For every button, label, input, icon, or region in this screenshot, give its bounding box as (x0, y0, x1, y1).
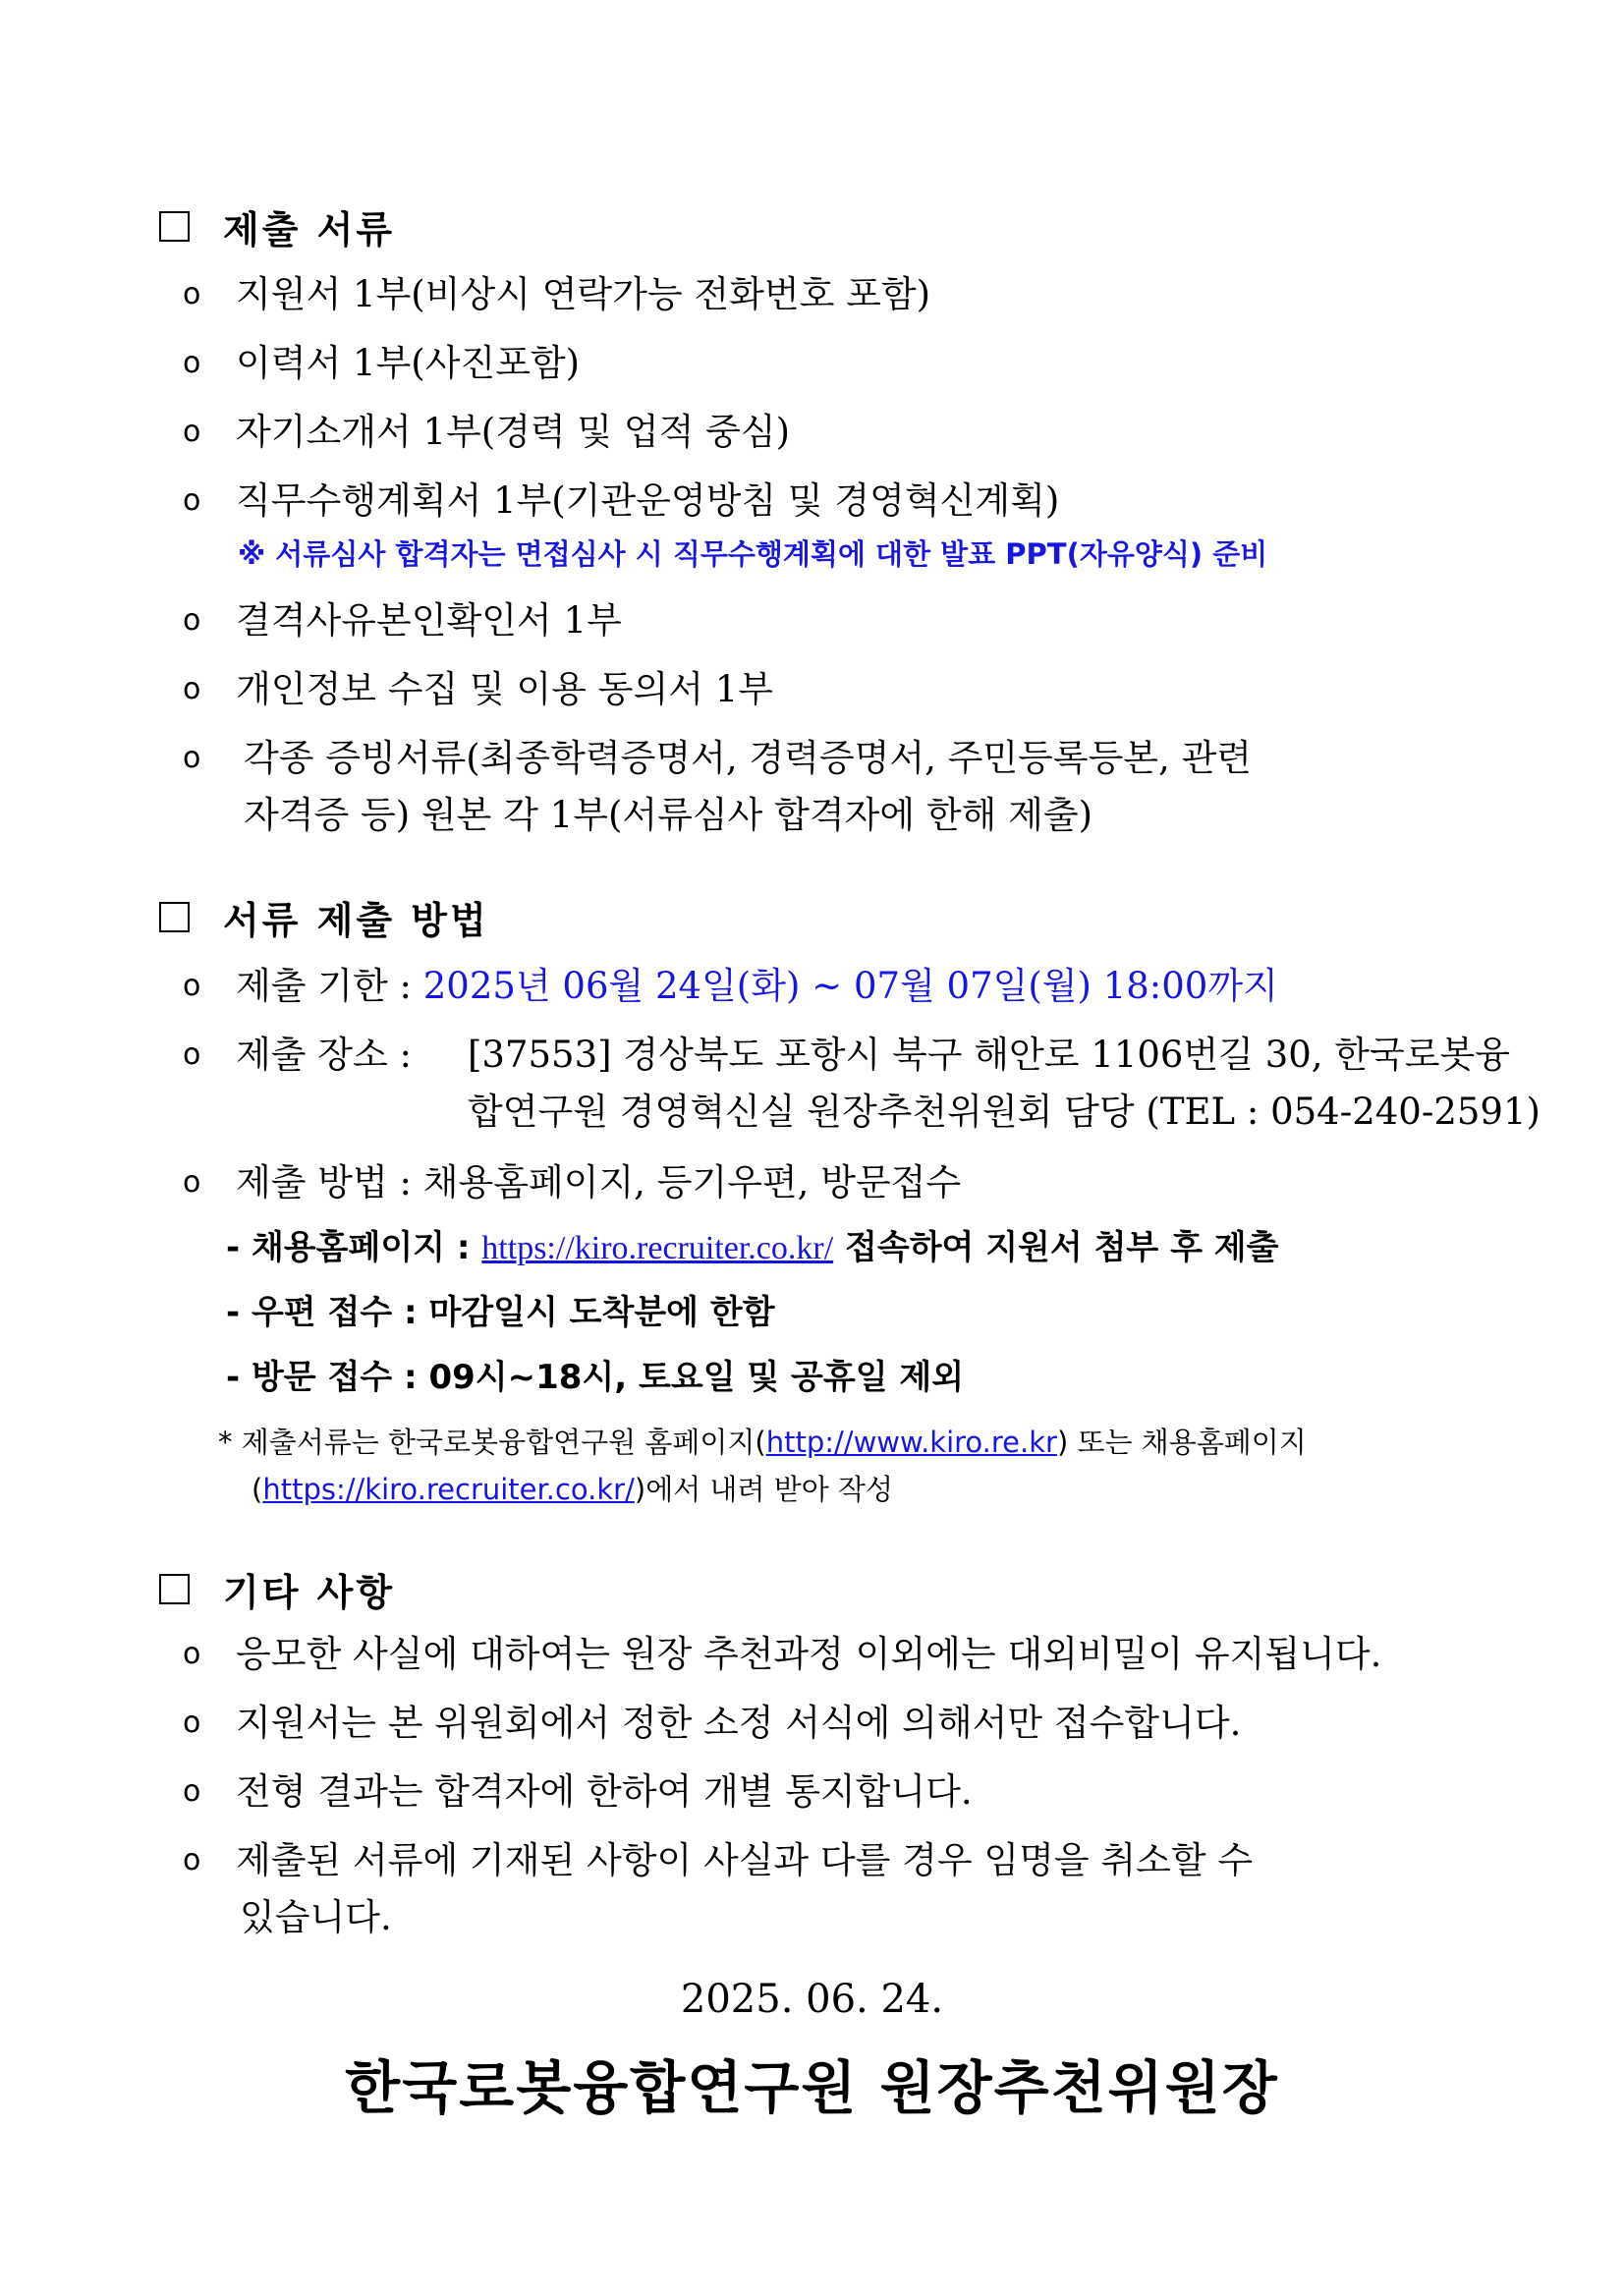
bullet-icon: o (183, 277, 201, 311)
web-rest: 접속하여 지원서 첨부 후 제출 (845, 1228, 1279, 1267)
web-label: - 채용홈페이지 : (226, 1228, 471, 1267)
bullet-icon: o (183, 483, 201, 518)
checkbox-square-icon (159, 211, 190, 242)
section-title: 제출 서류 (223, 208, 396, 252)
bullet-icon: o (183, 741, 201, 775)
bullet-icon: o (183, 1774, 201, 1809)
bullet-icon: o (183, 603, 201, 638)
web-submit-row (226, 1224, 1278, 1272)
section-header-documents (159, 199, 395, 253)
section-header-etc (159, 1562, 395, 1616)
ppt-note: ※ 서류심사 합격자는 면접심사 시 직무수행계획에 대한 발표 PPT(자유양식) 준비 (238, 537, 1268, 571)
list-item: 지원서 1부(비상시 연락가능 전화번호 포함) (236, 273, 931, 315)
list-item: 자기소개서 1부(경력 및 업적 중심) (236, 411, 791, 453)
section-header-method (159, 890, 489, 944)
checkbox-square-icon (159, 902, 190, 932)
how-label: 제출 방법 : (236, 1161, 412, 1204)
place-line-2: 합연구원 경영혁신실 원장추천위원회 담당 (TEL : 054-240-2591) (468, 1091, 1540, 1133)
mail-submit-row: - 우편 접수 : 마감일시 도착분에 한함 (226, 1293, 775, 1332)
place-label: 제출 장소 : (236, 1034, 412, 1076)
checkbox-square-icon (159, 1574, 190, 1604)
how-row (236, 1159, 961, 1206)
recruit-homepage-link-footnote[interactable]: https://kiro.recruiter.co.kr/ (262, 1473, 635, 1506)
bullet-icon: o (183, 1706, 201, 1740)
list-item: 개인정보 수집 및 이용 동의서 1부 (236, 668, 773, 710)
visit-value: 09시~18시, 토요일 및 공휴일 제외 (428, 1358, 965, 1397)
bullet-icon: o (183, 1843, 201, 1877)
deadline-value: 2025년 06월 24일(화) ~ 07월 07일(월) 18:00까지 (422, 965, 1278, 1007)
kiro-homepage-link[interactable]: http://www.kiro.re.kr (765, 1426, 1057, 1459)
place-line-1: [37553] 경상북도 포항시 북구 해안로 1106번길 30, 한국로봇융 (468, 1034, 1511, 1076)
list-item: 전형 결과는 합격자에 한하여 개별 통지합니다. (236, 1770, 973, 1813)
bullet-icon: o (183, 346, 201, 380)
bullet-icon: o (183, 672, 201, 706)
bullet-icon: o (183, 1165, 201, 1200)
visit-submit-row (226, 1354, 964, 1401)
bullet-icon: o (183, 1037, 201, 1072)
how-value: 채용홈페이지, 등기우편, 방문접수 (422, 1161, 962, 1204)
list-item-continued: 있습니다. (240, 1896, 392, 1938)
bullet-icon: o (183, 969, 201, 1003)
footnote-open: ( (252, 1473, 263, 1506)
list-item: 각종 증빙서류(최종학력증명서, 경력증명서, 주민등록등본, 관련 (244, 737, 1253, 779)
bullet-icon: o (183, 1637, 201, 1671)
footnote-pre: * 제출서류는 한국로봇융합연구원 홈페이지( (218, 1426, 766, 1459)
footnote-post: )에서 내려 받아 작성 (634, 1473, 893, 1506)
section-title: 기타 사항 (223, 1571, 396, 1614)
list-item: 결격사유본인확인서 1부 (236, 599, 622, 642)
recruit-homepage-link[interactable]: https://kiro.recruiter.co.kr/ (481, 1230, 834, 1266)
section-title: 서류 제출 방법 (223, 899, 489, 942)
document-date: 2025. 06. 24. (680, 1977, 944, 2022)
deadline-row (236, 963, 1278, 1010)
list-item: 이력서 1부(사진포함) (236, 342, 581, 384)
deadline-label: 제출 기한 : (236, 965, 412, 1007)
bullet-icon: o (183, 415, 201, 449)
list-item: 제출된 서류에 기재된 사항이 사실과 다를 경우 임명을 취소할 수 (236, 1839, 1254, 1881)
list-item: 응모한 사실에 대하여는 원장 추천과정 이외에는 대외비밀이 유지됩니다. (236, 1633, 1382, 1675)
footnote-line-2 (252, 1466, 893, 1513)
signature: 한국로봇융합연구원 원장추천위원장 (345, 2054, 1279, 2121)
visit-label: - 방문 접수 : (226, 1358, 418, 1397)
footnote-mid: ) 또는 채용홈페이지 (1056, 1426, 1307, 1459)
list-item: 직무수행계획서 1부(기관운영방침 및 경영혁신계획) (236, 479, 1060, 522)
footnote-line-1 (218, 1419, 1307, 1466)
list-item-continued: 자격증 등) 원본 각 1부(서류심사 합격자에 한해 제출) (244, 794, 1093, 836)
list-item: 지원서는 본 위원회에서 정한 소정 서식에 의해서만 접수합니다. (236, 1702, 1242, 1744)
